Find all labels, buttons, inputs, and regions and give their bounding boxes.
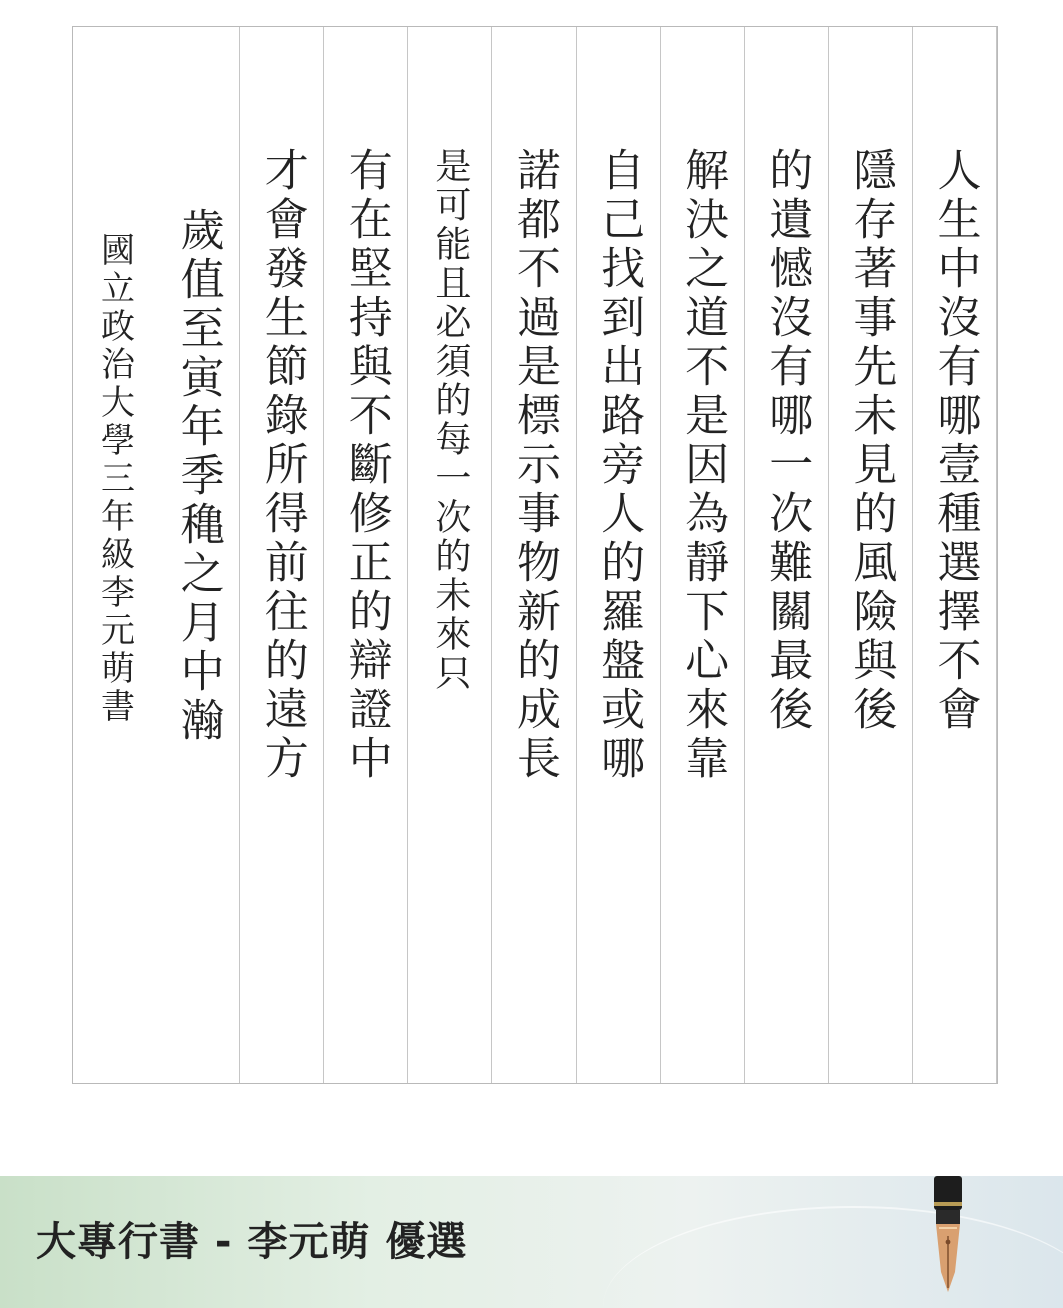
manuscript-column: [408, 27, 492, 1083]
manuscript-column: [492, 27, 576, 1083]
manuscript-column: [745, 27, 829, 1083]
column-text: 人生中沒有哪壹種選擇不會: [929, 147, 981, 735]
column-text: 解決之道不是因為靜下心來靠: [677, 147, 729, 784]
column-text: 諾都不過是標示事物新的成長: [508, 147, 560, 784]
manuscript-column: [829, 27, 913, 1083]
column-text: 才會發生節錄所得前往的遠方: [256, 147, 308, 784]
caption-title: 大專行書 - 李元萌 優選: [36, 1219, 468, 1265]
signature-inscription: 國立政治大學三年級李元萌書: [94, 232, 135, 726]
manuscript-column: [240, 27, 324, 1083]
manuscript-column: [73, 27, 156, 1083]
column-text: 有在堅持與不斷修正的辯證中: [340, 147, 392, 784]
column-text: 的遺憾沒有哪一次難關最後: [761, 147, 813, 735]
caption-band: [0, 1176, 1063, 1308]
column-text: 是可能且必須的每一次的未來只: [429, 147, 471, 693]
column-text: 自己找到出路旁人的羅盤或哪: [593, 147, 645, 784]
manuscript-column: [913, 27, 997, 1083]
manuscript-column: [324, 27, 408, 1083]
manuscript-column: [156, 27, 240, 1083]
calligraphy-paper: [72, 26, 998, 1084]
manuscript-column: [661, 27, 745, 1083]
fountain-pen-icon: [931, 1176, 965, 1294]
date-inscription: 歲值至寅年季穐之月中瀚: [172, 207, 224, 746]
manuscript-column: [577, 27, 661, 1083]
column-text: 隱存著事先未見的風險與後: [845, 147, 897, 735]
decorative-stripe: [603, 1206, 1063, 1308]
